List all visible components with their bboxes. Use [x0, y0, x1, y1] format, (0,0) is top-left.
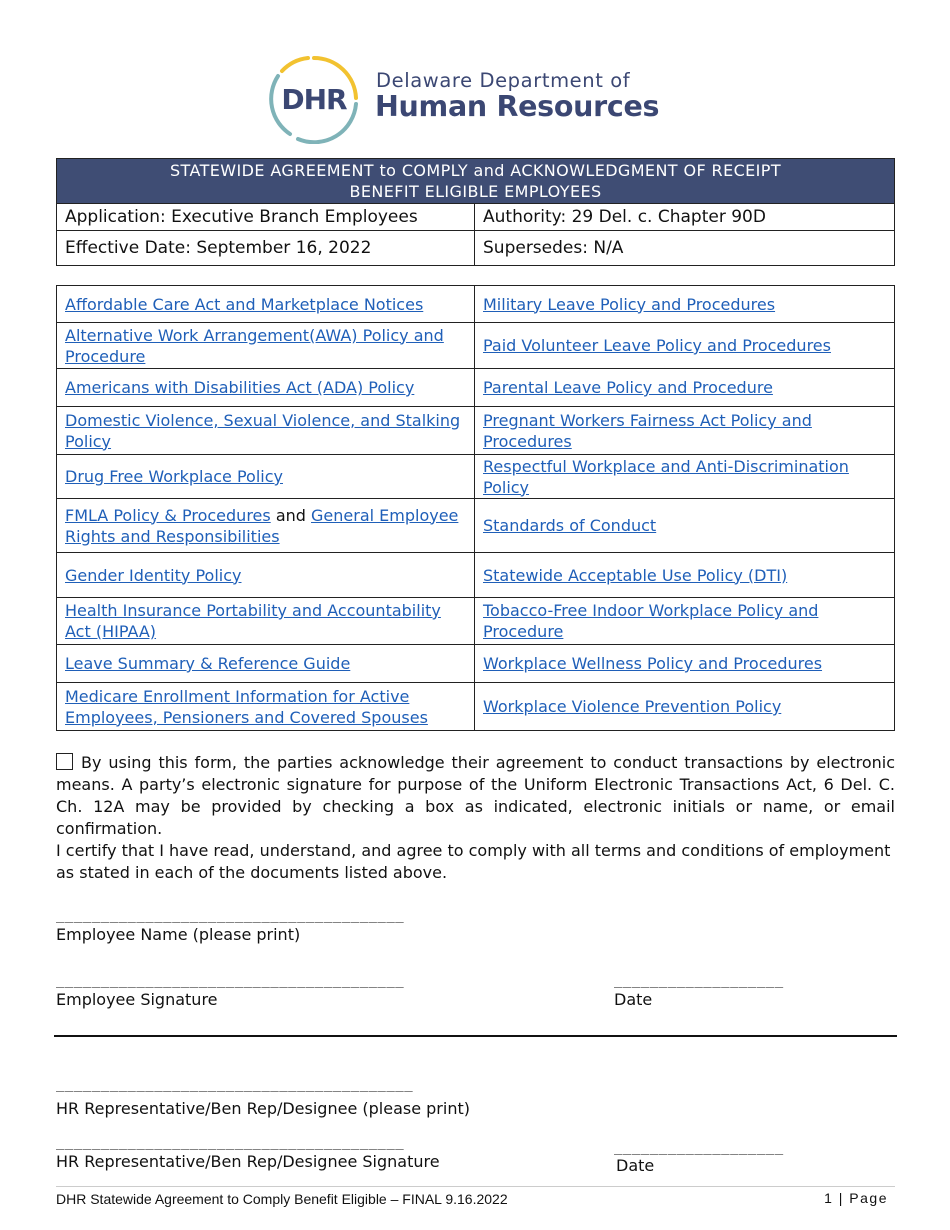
policy-cell: [475, 598, 895, 645]
policy-link[interactable]: Gender Identity Policy: [65, 565, 242, 585]
policy-link[interactable]: Domestic Violence, Sexual Violence, and Stalking Policy: [65, 410, 461, 451]
table-row: [57, 407, 895, 455]
footer-rule: [56, 1186, 895, 1187]
policy-cell: [475, 645, 895, 683]
dhr-logo: [268, 54, 688, 144]
policy-cell: [475, 455, 895, 499]
policy-link[interactable]: Standards of Conduct: [483, 516, 657, 535]
policy-link[interactable]: FMLA Policy & Procedures: [65, 505, 271, 525]
policy-link[interactable]: Health Insurance Portability and Accountability Act (HIPAA): [65, 601, 441, 641]
hr-print-label: HR Representative/Ben Rep/Designee (please print): [56, 1099, 470, 1118]
policy-cell: [57, 645, 475, 683]
date-line[interactable]: ___________________: [614, 972, 784, 988]
policy-link[interactable]: Parental Leave Policy and Procedure: [483, 378, 773, 397]
logo-line-1: Delaware Department of: [376, 69, 631, 92]
employee-signature-line[interactable]: _______________________________________: [56, 972, 405, 988]
table-row: [57, 369, 895, 407]
employee-name-label: Employee Name (please print): [56, 925, 301, 944]
electronic-agreement: [56, 752, 895, 840]
policy-cell: [57, 598, 475, 645]
policy-link[interactable]: Paid Volunteer Leave Policy and Procedures: [483, 336, 831, 355]
policy-link[interactable]: Statewide Acceptable Use Policy (DTI): [483, 565, 788, 585]
policy-table: [56, 285, 895, 731]
header-title-line-2: BENEFIT ELIGIBLE EMPLOYEES: [349, 182, 602, 201]
policy-link[interactable]: Leave Summary & Reference Guide: [65, 654, 351, 673]
policy-cell: [475, 323, 895, 369]
table-row: [57, 286, 895, 323]
application-cell: Application: Executive Branch Employees: [57, 204, 475, 231]
table-row: [57, 683, 895, 731]
policy-link[interactable]: Alternative Work Arrangement(AWA) Policy and Procedure: [65, 325, 444, 366]
authority-cell: Authority: 29 Del. c. Chapter 90D: [475, 204, 895, 231]
policy-cell: [475, 407, 895, 455]
policy-cell: [475, 286, 895, 323]
policy-link[interactable]: Respectful Workplace and Anti-Discrimination Policy: [483, 456, 849, 497]
header-title-line-1: STATEWIDE AGREEMENT to COMPLY and ACKNOWLEDGMENT OF RECEIPT: [170, 161, 781, 180]
policy-cell: [57, 369, 475, 407]
policy-cell: [57, 286, 475, 323]
certify-text: I certify that I have read, understand, and agree to comply with all terms and conditions of employment as stated in each of the documents listed above.: [56, 841, 891, 882]
policy-cell: [475, 683, 895, 731]
table-row: [57, 499, 895, 553]
policy-link[interactable]: General Employee Rights and Responsibilities: [65, 505, 459, 546]
employee-name-line[interactable]: _______________________________________: [56, 907, 405, 923]
policy-link[interactable]: Workplace Wellness Policy and Procedures: [483, 654, 823, 673]
policy-cell: [475, 499, 895, 553]
section-divider: [54, 1035, 897, 1037]
agreement-checkbox[interactable]: [56, 753, 73, 770]
table-row: [57, 323, 895, 369]
table-row: [57, 455, 895, 499]
header-table: [56, 158, 895, 266]
policy-link[interactable]: Pregnant Workers Fairness Act Policy and Procedures: [483, 410, 812, 451]
table-row: [57, 598, 895, 645]
policy-link[interactable]: Workplace Violence Prevention Policy: [483, 697, 782, 716]
hr-date-label: Date: [616, 1156, 655, 1175]
employee-signature-label: Employee Signature: [56, 990, 218, 1009]
and-text: and: [275, 505, 306, 525]
policy-cell: [57, 553, 475, 598]
policy-cell: [57, 499, 475, 553]
policy-link[interactable]: Drug Free Workplace Policy: [65, 467, 283, 486]
header-title: [57, 159, 895, 204]
hr-date-line[interactable]: ___________________: [614, 1139, 784, 1155]
policy-link[interactable]: Medicare Enrollment Information for Active Employees, Pensioners and Covered Spouses: [65, 686, 428, 727]
hr-print-line[interactable]: ________________________________________: [56, 1076, 414, 1092]
policy-link[interactable]: Affordable Care Act and Marketplace Notices: [65, 294, 424, 314]
supersedes-cell: Supersedes: N/A: [475, 231, 895, 266]
hr-signature-label: HR Representative/Ben Rep/Designee Signature: [56, 1152, 440, 1171]
footer-document-title: DHR Statewide Agreement to Comply Benefit Eligible – FINAL 9.16.2022: [56, 1191, 508, 1207]
logo-abbrev: DHR: [281, 83, 347, 116]
table-row: [57, 645, 895, 683]
footer-page-number: 1 | Page: [824, 1190, 888, 1206]
policy-cell: [475, 369, 895, 407]
electronic-agreement-text: By using this form, the parties acknowledge their agreement to conduct transactions by electronic means. A party’s electronic signature for purpose of the Uniform Electronic Transactions Act, 6 Del. C. Ch. 12A may be provided by checking a box as indicated, electronic initials or name, or email confirmation.: [56, 753, 895, 838]
policy-link[interactable]: Military Leave Policy and Procedures: [483, 294, 776, 314]
policy-cell: [57, 407, 475, 455]
policy-link[interactable]: Tobacco-Free Indoor Workplace Policy and Procedure: [483, 601, 819, 641]
hr-signature-line[interactable]: _______________________________________: [56, 1134, 405, 1150]
policy-cell: [57, 323, 475, 369]
table-row: [57, 553, 895, 598]
policy-link[interactable]: Americans with Disabilities Act (ADA) Policy: [65, 378, 415, 397]
logo-line-2: Human Resources: [375, 90, 660, 123]
effective-date-cell: Effective Date: September 16, 2022: [57, 231, 475, 266]
policy-cell: [57, 683, 475, 731]
policy-cell: [57, 455, 475, 499]
policy-cell: [475, 553, 895, 598]
date-label: Date: [614, 990, 653, 1009]
